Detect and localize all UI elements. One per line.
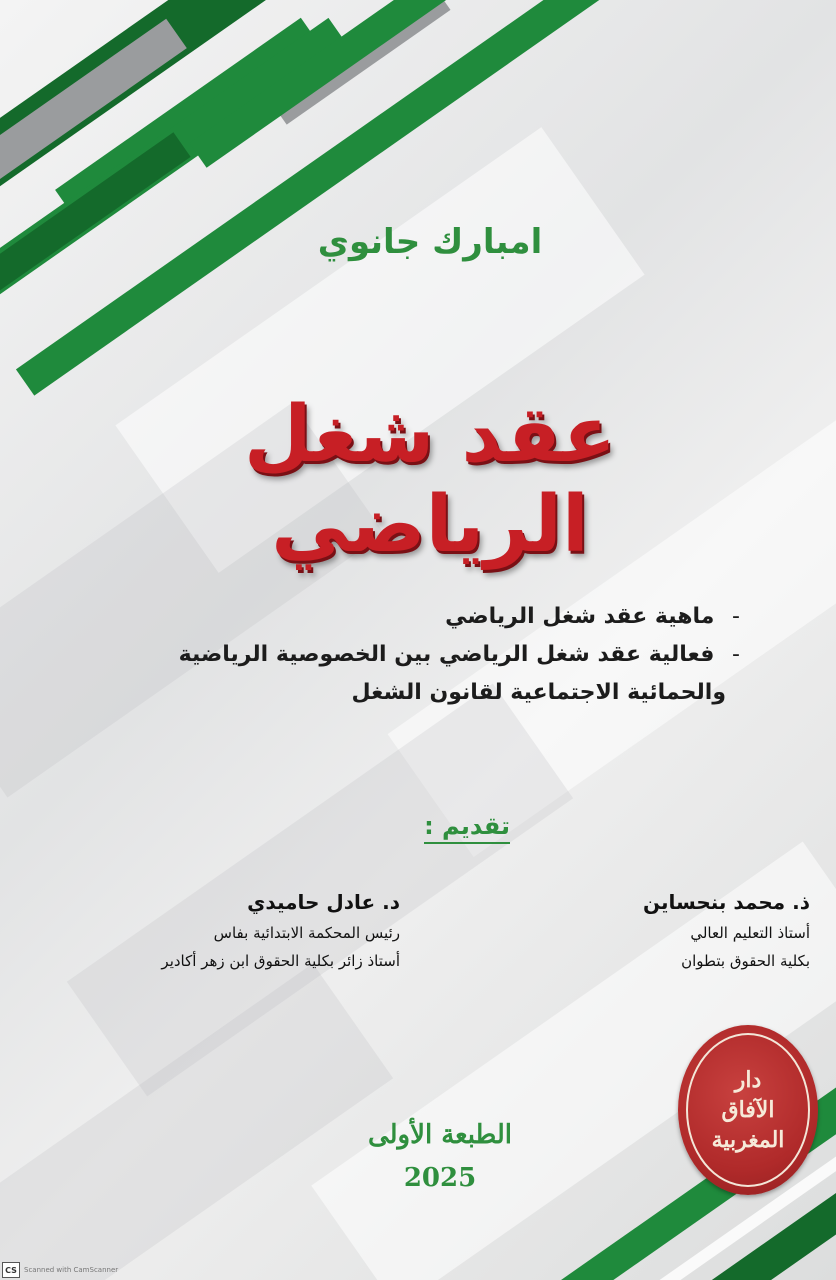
preface-label-text: تقديم : — [424, 812, 510, 844]
presenter-name: ذ. محمد بنحساين — [642, 890, 810, 914]
presenter-block — [40, 890, 400, 980]
author-name: امبارك جانوي — [317, 222, 543, 262]
topic-item — [150, 636, 740, 674]
topics-list — [150, 598, 740, 712]
bullet-dash: - — [732, 604, 740, 629]
topic-text: ماهية عقد شغل الرياضي — [445, 604, 715, 629]
publication-year: 2025 — [403, 1163, 477, 1193]
publisher-logo — [678, 1025, 818, 1195]
book-title: عقد شغل الرياضي — [244, 390, 616, 570]
publisher-logo-line: الآفاق — [721, 1097, 775, 1123]
presenter-affiliation: أستاذ زائر بكلية الحقوق ابن زهر أكادير — [161, 952, 400, 970]
topic-text: والحمائية الاجتماعية لقانون الشغل — [351, 680, 726, 705]
preface-label — [370, 812, 510, 840]
presenter-title: رئيس المحكمة الابتدائية بفاس — [213, 924, 400, 942]
presenter-block — [560, 890, 810, 980]
publisher-logo-line: دار — [734, 1067, 762, 1093]
edition-label: الطبعة الأولى — [367, 1120, 513, 1150]
camscanner-icon: CS — [2, 1262, 20, 1278]
publisher-logo-ring — [686, 1033, 810, 1187]
presenter-name: د. عادل حاميدي — [247, 890, 400, 914]
presenter-title: أستاذ التعليم العالي — [690, 924, 810, 942]
topic-item-continuation — [150, 674, 740, 712]
publisher-logo-line: المغربية — [711, 1127, 785, 1153]
presenter-affiliation: بكلية الحقوق بتطوان — [681, 952, 810, 970]
scanner-watermark — [2, 1262, 118, 1278]
bullet-dash: - — [732, 642, 740, 667]
scanner-watermark-text: Scanned with CamScanner — [24, 1266, 119, 1274]
topic-item — [150, 598, 740, 636]
topic-text: فعالية عقد شغل الرياضي بين الخصوصية الرياضية — [178, 642, 715, 667]
